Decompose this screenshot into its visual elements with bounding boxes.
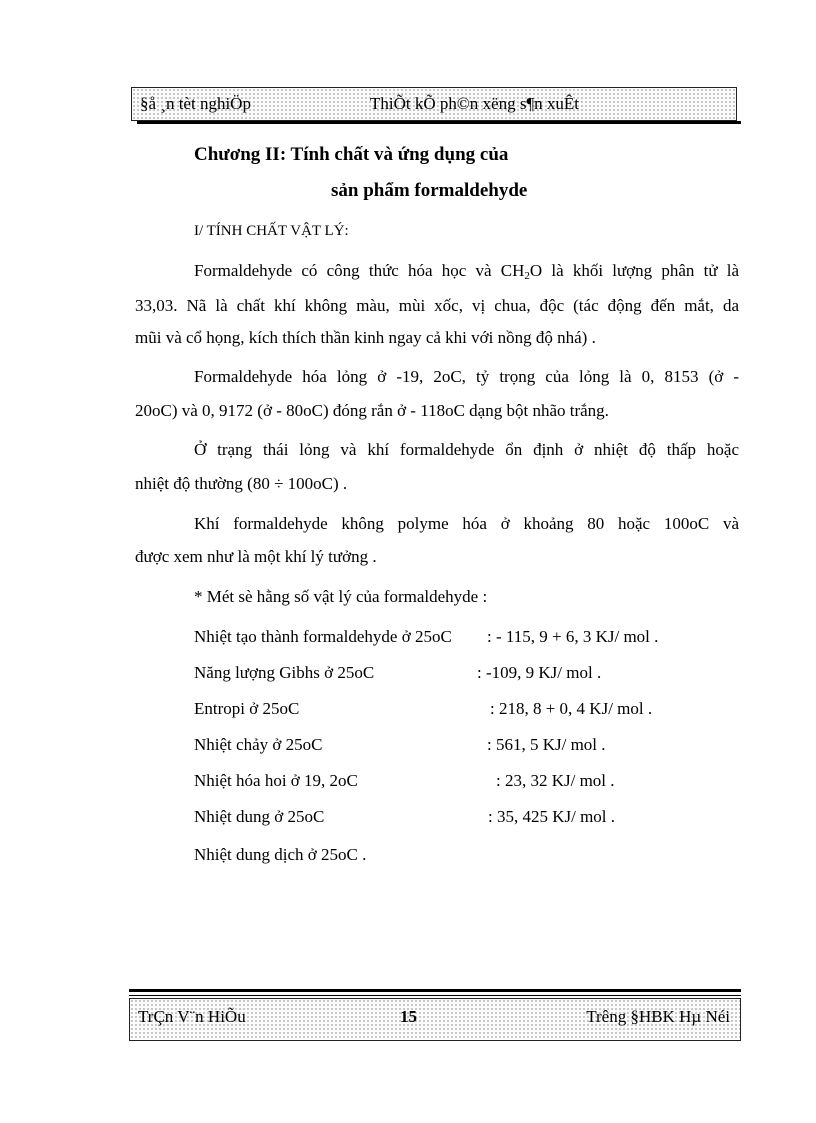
constant-value: : -109, 9 KJ/ mol . xyxy=(477,663,602,682)
constant-last: Nhiệt dung dịch ở 25oC . xyxy=(194,845,367,864)
footer-rule-thin xyxy=(129,995,741,996)
chapter-title-line1: Chương II: Tính chất và ứng dụng của xyxy=(194,144,509,165)
p2-line1: Formaldehyde hóa lỏng ở -19, 2oC, tỷ trọng của lỏng là 0, 8153 (ở - xyxy=(194,367,739,386)
p1-line2: 33,03. Nã là chất khí không màu, mùi xốc, vị chua, độc (tác động đến mắt, da xyxy=(135,296,739,315)
page-header xyxy=(131,87,737,121)
p1-line3: mũi và cổ họng, kích thích thần kinh ngay cả khi với nồng độ nhá) . xyxy=(135,328,596,347)
p4-line2: được xem như là một khí lý tưởng . xyxy=(135,547,377,566)
section-heading: I/ TÍNH CHẤT VẬT LÝ: xyxy=(194,223,349,239)
constant-value: : 561, 5 KJ/ mol . xyxy=(487,735,606,754)
constant-label: Nhiệt dung ở 25oC xyxy=(194,807,325,826)
p2-line2: 20oC) và 0, 9172 (ở - 80oC) đóng rắn ở - 118oC dạng bột nhão trắng. xyxy=(135,401,609,420)
constant-value: : 35, 425 KJ/ mol . xyxy=(488,807,616,826)
constant-label: Entropi ở 25oC xyxy=(194,699,300,718)
constant-label: Nhiệt hóa hoi ở 19, 2oC xyxy=(194,771,358,790)
page-footer xyxy=(129,998,741,1041)
page-number: 15 xyxy=(400,1007,417,1026)
footer-school: Trêng §HBK Hµ Néi xyxy=(586,1007,730,1026)
constant-label: Nhiệt tạo thành formaldehyde ở 25oC xyxy=(194,627,452,646)
constant-label: Năng lượng Gibhs ở 25oC xyxy=(194,663,375,682)
p4-line1: Khí formaldehyde không polyme hóa ở khoảng 80 hoặc 100oC và xyxy=(194,514,739,533)
constant-value: : - 115, 9 + 6, 3 KJ/ mol . xyxy=(487,627,659,646)
header-left-text: §å ¸n tèt nghiÖp xyxy=(140,94,251,113)
constant-value: : 218, 8 + 0, 4 KJ/ mol . xyxy=(490,699,653,718)
constant-label: Nhiệt chảy ở 25oC xyxy=(194,735,323,754)
p3-line1: Ở trạng thái lỏng và khí formaldehyde ổn định ở nhiệt độ thấp hoặc xyxy=(194,440,739,459)
footer-author: TrÇn V¨n HiÕu xyxy=(138,1007,246,1026)
p1-line1: Formaldehyde có công thức hóa học và $CH_2O$ là khối lượng phân tử là xyxy=(194,261,739,282)
chapter-title-line2: sản phẩm formaldehyde xyxy=(331,180,528,201)
header-right-text: ThiÕt kÕ ph©n xëng s¶n xuÊt xyxy=(370,94,580,113)
header-rule xyxy=(137,121,741,124)
constant-value: : 23, 32 KJ/ mol . xyxy=(496,771,615,790)
constants-intro: * Mét sè hằng số vật lý của formaldehyde : xyxy=(194,587,488,606)
footer-rule-thick xyxy=(129,989,741,992)
p3-line2: nhiệt độ thường (80 ÷ 100oC) . xyxy=(135,474,348,493)
